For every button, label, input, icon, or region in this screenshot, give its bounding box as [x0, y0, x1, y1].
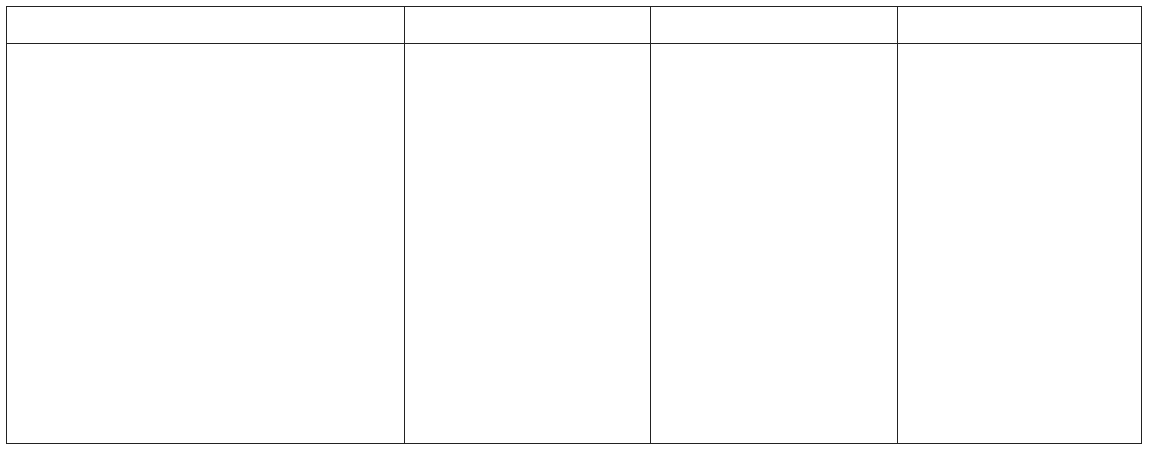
column-divider — [650, 7, 651, 443]
statement-table — [6, 6, 1142, 444]
header-divider — [7, 43, 1141, 44]
column-divider — [897, 7, 898, 443]
column-divider — [404, 7, 405, 443]
